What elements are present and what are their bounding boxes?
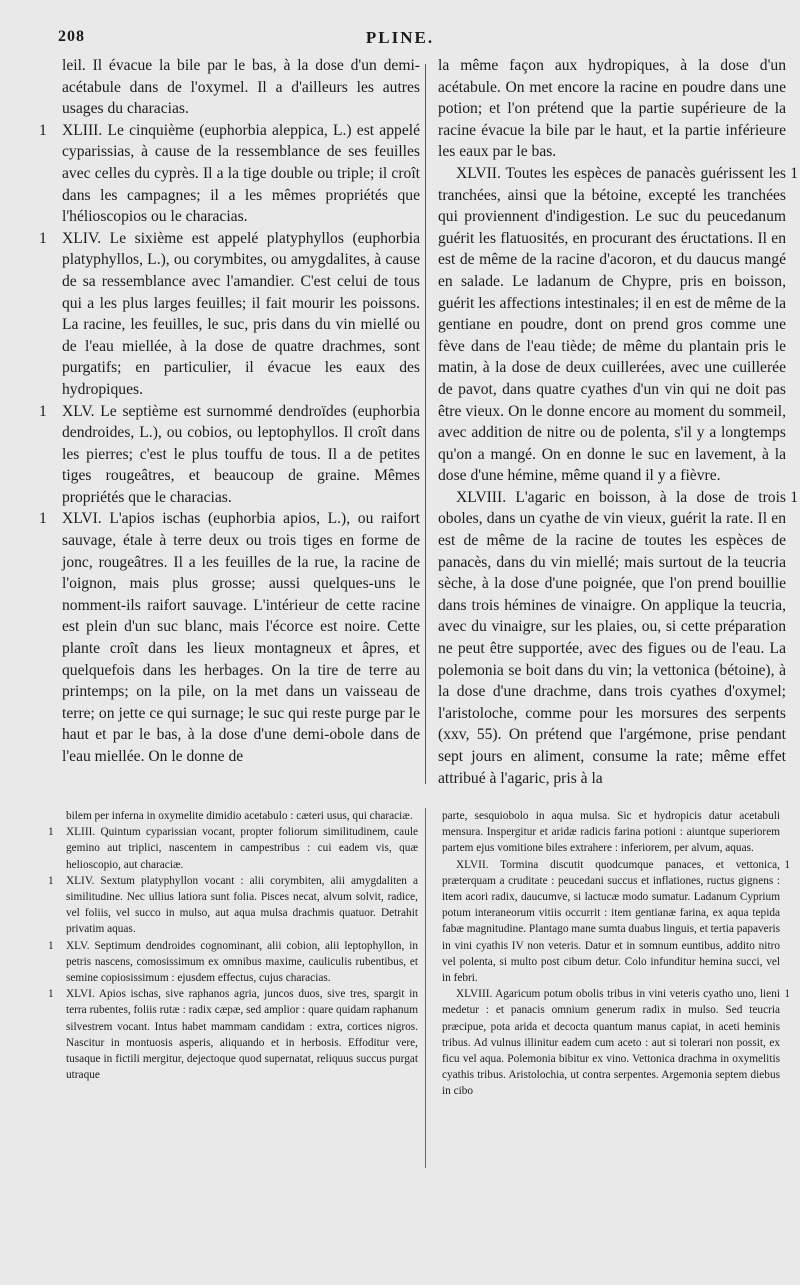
note-marker: 1 (790, 488, 798, 506)
paragraph-45: 1 XLV. Septimum dendroides cognominant, alii cobion, alii leptophyllon, in petris nascens, comosissimum ex omnibus maxime, cauliculis rubentibus, et semine copiosissimum : ejusdem effectus, cujus characias. (48, 939, 418, 985)
note-marker: 1 (48, 874, 54, 887)
paragraph-44: 1 XLIV. Le sixième est appelé platyphyllos (euphorbia platyphyllos, L.), ou corymbites, ou amygdalites, à cause de sa ressemblance avec l'amandier. C'est celui de tous qui a les plus larges feuilles; il fait mourir les poissons. La racine, les feuilles, le suc, pris dans du vin miellé ou de l'eau miellée, à la dose de quatre drachmes, sont purgatifs; en particulier, il évacue les eaux des hydropiques. (39, 229, 420, 398)
note-marker: 1 (48, 939, 54, 952)
note-marker: 1 (48, 988, 54, 1001)
note-marker: 1 (790, 164, 798, 182)
note-marker: 1 (39, 510, 47, 528)
paragraph-45: 1 XLV. Le septième est surnommé dendroïdes (euphorbia dendroides, L.), ou cobios, ou leptophyllos. Il croît dans les pierres; c'est le plus touffu de tous. Il a de petites tiges rougeâtres, et beaucoup de graine. Mêmes propriétés que le characias. (39, 402, 420, 506)
paragraph-46: 1 XLVI. Apios ischas, sive raphanos agria, juncos duos, sive tres, spargit in terra rubentes, foliis rutæ : radix cæpæ, sed amplior : quare quidam raphanum silvestrem vocant. Intus habet mammam candidam : extra, cortices nigros. Nascitur in montuosis asperis, aliquando et in herbosis. Effoditur vere, tusaque in fictili mergitur, dejectoque quod supernatat, reliquus succus purgat utraque (48, 988, 418, 1082)
paragraph: leil. Il évacue la bile par le bas, à la dose d'un demi-acétabule dans de l'oxymel. Il a d'ailleurs les autres usages du characias. (62, 57, 420, 118)
paragraph: la même façon aux hydropiques, à la dose d'un acétabule. On met encore la racine en poudre dans une potion; et l'on prétend que la partie supérieure de la racine évacue la bile par le haut, et la partie inférieure les eaux par le bas. (438, 57, 786, 161)
column-divider (425, 64, 426, 784)
latin-left-column (48, 808, 418, 1168)
paragraph-47: 1 XLVII. Tormina discutit quodcumque panaces, et vettonica, præterquam a cruditate : peucedani succus et inflationes, ructus gignens : item acori radix, daucumve, si lactucæ modo sumatur. Ladanum Cyprium potum interaneorum vitiis occurrit : item gentianæ farina, ex aqua tepida fabæ magnitudine. Plantago mane sumta duabus linguis, et tertia papaveris in vini cyathis IV non veteris. Datur et in somnum euntibus, addito nitro vel polenta, si multo post cibum detur. Colo infunditur hemina succi, vel in febri. (442, 858, 790, 985)
running-title: PLINE. (365, 28, 435, 47)
paragraph-43: 1 XLIII. Le cinquième (euphorbia aleppica, L.) est appelé cyparissias, à cause de la ressemblance de ses feuilles avec celles du cyprès. Il a la tige double ou triple; il croît dans les campagnes; il a les mêmes propriétés que l'hélioscopios ou le characias. (39, 121, 420, 226)
note-marker: 1 (39, 121, 47, 139)
paragraph-47: 1 XLVII. Toutes les espèces de panacès guérissent les tranchées, ainsi que la bétoine, excepté les tranchées qui proviennent d'indigestion. Le suc du peucedanum guérit les flatuosités, en procurant des éructations. Il en est de même de la racine d'acoron, et du daucus mangé en salade. Le ladanum de Chypre, pris en boisson, guérit les affections intestinales; il en est de même de la gentiane en poudre, dont on prend gros comme une fève dans de l'eau tiède; de même du plantain pris le matin, à la dose de deux cuillerées, avec une cuillerée de pavot, dans quatre cyathes d'un vin qui ne doit pas être vieux. On le donne encore au moment du sommeil, avec addition de nitre ou de polenta, s'il y a longtemps qu'on a mangé. On en donne le suc en lavement, à la dose d'une hémine, même quand il y a fièvre. (438, 164, 798, 485)
paragraph: parte, sesquiobolo in aqua mulsa. Sic et hydropicis datur acetabuli mensura. Inspergitur et aridæ radicis farina potioni : aiuntque superiorem partem ejus vomitione biles extrahere : inferiorem, per alvum, aquas. (442, 810, 780, 855)
note-marker: 1 (784, 988, 790, 1001)
french-right-column (438, 55, 798, 787)
page-header (0, 26, 800, 50)
french-left-column (39, 55, 420, 785)
paragraph-48: 1 XLVIII. Agaricum potum obolis tribus in vini veteris cyatho uno, lieni medetur : et panacis omnium generum radix in mulso. Sed teucria præcipue, pota arida et decocta quantum manus capiat, in aceti heminis tribus. Ad vulnus illinitur eadem cum aceto : aut si tolerari non possit, ex ficu vel aqua. Polemonia bibitur ex vino. Vettonica drachma in oxymelitis cyathis tribus. Aristolochia, ut contra serpentes. Argemonia septem diebus in cibo (442, 988, 790, 1098)
page-number: 208 (58, 28, 85, 45)
note-marker: 1 (784, 858, 790, 871)
paragraph-46: 1 XLVI. L'apios ischas (euphorbia apios, L.), ou raifort sauvage, étale à terre deux ou trois tiges en forme de jonc, rougeâtres. Il a les feuilles de la rue, la racine de l'oignon, mais plus grosse; aussi quelques-uns le nomment-ils raifort sauvage. L'intérieur de cette racine est plein d'un suc blanc, mais l'écorce est noire. Cette plante croît dans les lieux montagneux et âpres, et quelquefois dans les herbages. On la tire de terre au printemps; on la pile, on la met dans un vaisseau de terre; on jette ce qui surnage; le suc qui reste purge par le haut et par le bas, à la dose d'une demi-obole dans de l'eau miellée. On le donne de (39, 510, 420, 765)
paragraph-43: 1 XLIII. Quintum cyparissian vocant, propter foliorum similitudinem, caule gemino aut triplici, nascentem in campestribus : cui eadem vis, quæ helioscopio, aut characiæ. (48, 826, 418, 871)
paragraph: bilem per inferna in oxymelite dimidio acetabulo : cæteri usus, qui characiæ. (66, 810, 413, 822)
note-marker: 1 (39, 402, 47, 420)
latin-column-divider (425, 808, 426, 1168)
paragraph-44: 1 XLIV. Sextum platyphyllon vocant : alii corymbiten, alii amygdaliten a similitudine. Nec ullius latiora sunt folia. Pisces necat, alvum solvit, radice, vel foliis, vel succo in mulso, aut aqua mulsa drachmis quatuor. Detrahit privatim aquas. (48, 874, 418, 936)
note-marker: 1 (48, 826, 54, 839)
latin-right-column (442, 808, 790, 1168)
paragraph-48: 1 XLVIII. L'agaric en boisson, à la dose de trois oboles, dans un cyathe de vin vieux, guérit la rate. Il en est de même de la racine de toutes les espèces de panacès, dans du vin miellé; mais surtout de la teucria sèche, à la dose d'une poignée, que l'on prend bouillie dans trois hémines de vinaigre. On applique la teucria, avec du vinaigre, sur les plaies, ou, si cette préparation ne peut être supportée, avec des figues ou de l'eau. La polemonia se boit dans du vin; la vettonica (bétoine), à la dose d'une drachme, dans trois cyathes d'oxymel; l'aristoloche, comme pour les morsures des serpents (xxv, 55). On prétend que l'argémone, prise pendant sept jours en aliment, consume la rate; même effet attribué à l'agaric, pris à la (438, 488, 798, 787)
note-marker: 1 (39, 229, 47, 247)
